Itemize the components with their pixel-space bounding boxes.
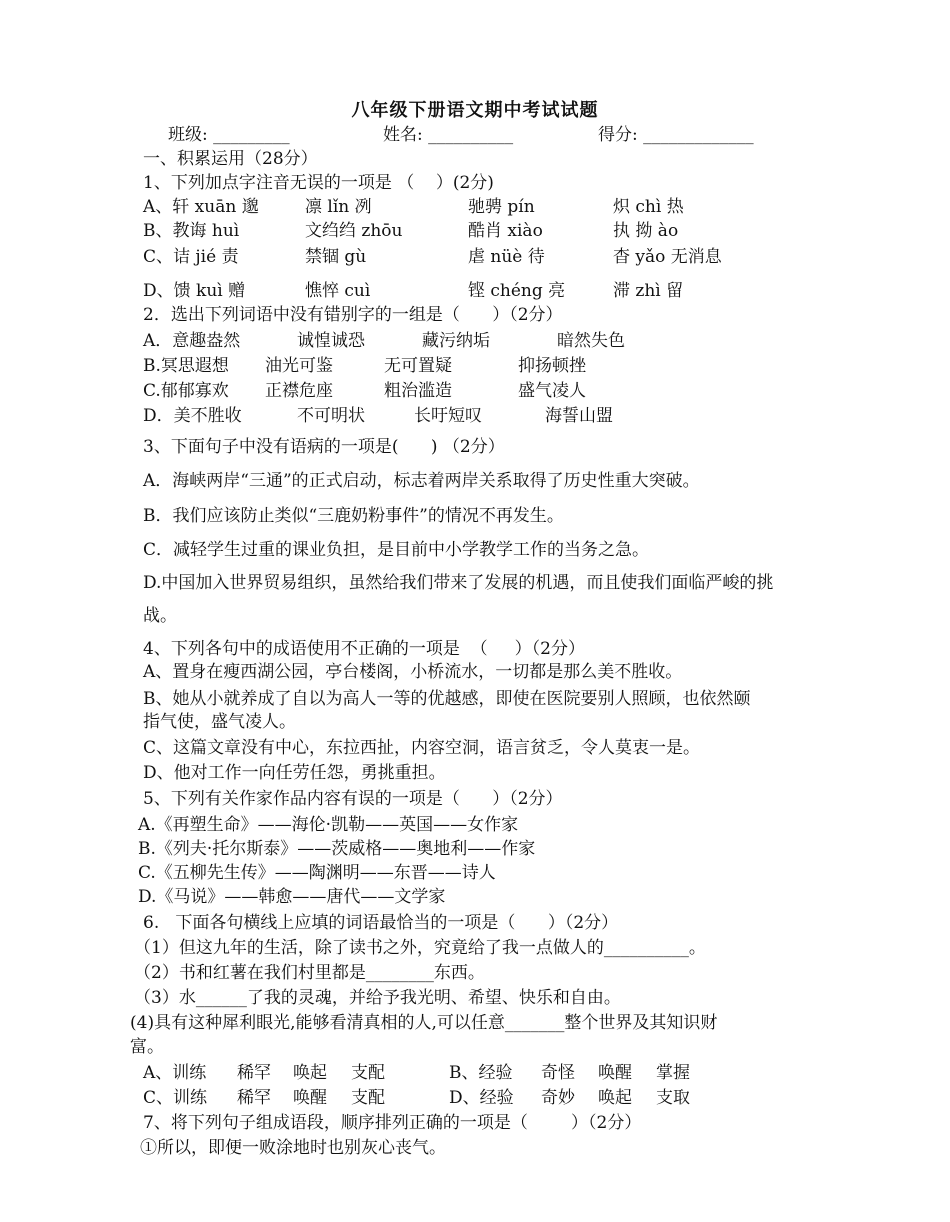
q1-option-d-4: 滞 zhì 留 bbox=[613, 281, 684, 301]
q6-sentence-2: （2）书和红薯在我们村里都是________东西。 bbox=[134, 963, 485, 983]
q6-option-d: D、经验 bbox=[449, 1088, 514, 1108]
q1-option-d-3: 铿 chéng 亮 bbox=[468, 281, 566, 301]
q1-option-d: D、馈 kuì 赠 bbox=[143, 281, 246, 301]
q7-stem: 7、将下列句子组成语段，顺序排列正确的一项是（ ）（2分） bbox=[143, 1113, 642, 1133]
q3-stem: 3、下面句子中没有语病的一项是( ) （2分） bbox=[143, 437, 505, 457]
q5-option-b: B.《列夫·托尔斯泰》——茨威格——奥地利——作家 bbox=[138, 839, 536, 859]
q1-option-d-2: 憔悴 cuì bbox=[305, 281, 371, 301]
q2-option-c-3: 粗治滥造 bbox=[384, 381, 452, 401]
q6-option-b-3: 唤醒 bbox=[598, 1063, 632, 1083]
q6-stem: 6. 下面各句横线上应填的词语最恰当的一项是（ ）（2分） bbox=[143, 913, 619, 933]
q4-option-b-cont: 指气使，盛气凌人。 bbox=[143, 712, 296, 732]
q2-option-c: C.郁郁寡欢 bbox=[143, 381, 229, 401]
q1-option-a: A、轩 xuān 邈 bbox=[143, 197, 259, 217]
q1-option-c-3: 虐 nüè 待 bbox=[468, 247, 545, 267]
q2-option-d: D．美不胜收 bbox=[143, 406, 242, 426]
page-title: 八年级下册语文期中考试试题 bbox=[351, 100, 599, 121]
section-heading: 一、积累运用（28分） bbox=[143, 149, 318, 169]
q2-option-d-2: 不可明状 bbox=[297, 406, 365, 426]
q2-stem: 2．选出下列词语中没有错别字的一组是（ ）（2分） bbox=[143, 305, 563, 325]
q5-option-c: C.《五柳先生传》——陶渊明——东晋——诗人 bbox=[138, 863, 496, 883]
q6-option-d-4: 支取 bbox=[656, 1088, 690, 1108]
q6-option-b-4: 掌握 bbox=[656, 1063, 690, 1083]
q1-option-c: C、诘 jié 责 bbox=[143, 247, 239, 267]
q6-option-c-4: 支配 bbox=[351, 1088, 385, 1108]
q3-option-a: A．海峡两岸“三通”的正式启动，标志着两岸关系取得了历史性重大突破。 bbox=[143, 471, 700, 491]
q2-option-c-4: 盛气凌人 bbox=[518, 381, 586, 401]
q5-option-a: A.《再塑生命》——海伦·凯勒——英国——女作家 bbox=[138, 815, 519, 835]
q4-option-d: D、他对工作一向任劳任怨，勇挑重担。 bbox=[143, 763, 446, 783]
q2-option-b: B.冥思遐想 bbox=[143, 356, 229, 376]
q1-option-b: B、教诲 huì bbox=[143, 221, 240, 241]
q5-option-d: D.《马说》——韩愈——唐代——文学家 bbox=[138, 887, 446, 907]
q6-option-c-2: 稀罕 bbox=[237, 1088, 271, 1108]
q3-option-d: D.中国加入世界贸易组织，虽然给我们带来了发展的机遇，而且使我们面临严峻的挑 bbox=[143, 573, 774, 593]
q6-sentence-3: （3）水______了我的灵魂，并给予我光明、希望、快乐和自由。 bbox=[134, 988, 621, 1008]
q6-sentence-4: (4)具有这种犀利眼光,能够看清真相的人,可以任意_______整个世界及其知识财 bbox=[130, 1013, 718, 1033]
q2-option-c-2: 正襟危座 bbox=[265, 381, 333, 401]
q4-stem: 4、下列各句中的成语使用不正确的一项是 （ ）（2分） bbox=[143, 639, 585, 659]
q6-sentence-4-cont: 富。 bbox=[130, 1037, 164, 1057]
q2-option-b-3: 无可置疑 bbox=[384, 356, 452, 376]
q2-option-b-2: 油光可鉴 bbox=[265, 356, 333, 376]
q2-option-d-4: 海誓山盟 bbox=[545, 406, 613, 426]
q1-option-a-3: 驰骋 pín bbox=[468, 197, 535, 217]
q1-option-a-2: 凛 lǐn 冽 bbox=[305, 197, 372, 217]
class-field: 班级: _________ bbox=[168, 125, 290, 145]
q2-option-b-4: 抑扬顿挫 bbox=[518, 356, 586, 376]
q2-option-a-4: 暗然失色 bbox=[557, 331, 625, 351]
q3-option-b: B．我们应该防止类似“三鹿奶粉事件”的情况不再发生。 bbox=[143, 506, 564, 526]
q1-option-b-4: 执 拗 ào bbox=[613, 221, 679, 241]
q2-option-a-2: 诚惶诚恐 bbox=[297, 331, 365, 351]
score-field: 得分: _____________ bbox=[598, 125, 754, 145]
q4-option-b: B、她从小就养成了自以为高人一等的优越感，即使在医院要别人照顾，也依然颐 bbox=[143, 689, 751, 709]
q6-option-c-3: 唤醒 bbox=[293, 1088, 327, 1108]
q1-stem: 1、下列加点字注音无误的一项是 （ ）(2分) bbox=[143, 173, 494, 193]
q6-option-d-2: 奇妙 bbox=[541, 1088, 575, 1108]
q4-option-c: C、这篇文章没有中心，东拉西扯，内容空洞，语言贫乏，令人莫衷一是。 bbox=[143, 738, 701, 758]
q3-option-d-cont: 战。 bbox=[143, 606, 177, 626]
q1-option-a-4: 炽 chì 热 bbox=[613, 197, 684, 217]
q6-option-b-2: 奇怪 bbox=[541, 1063, 575, 1083]
q4-option-a: A、置身在瘦西湖公园，亭台楼阁，小桥流水，一切都是那么美不胜收。 bbox=[143, 662, 683, 682]
q6-option-a-4: 支配 bbox=[351, 1063, 385, 1083]
name-field: 姓名: __________ bbox=[383, 125, 514, 145]
q6-option-c: C、训练 bbox=[143, 1088, 208, 1108]
q6-option-d-3: 唤起 bbox=[598, 1088, 632, 1108]
q6-sentence-1: （1）但这九年的生活，除了读书之外，究竟给了我一点做人的__________。 bbox=[134, 938, 706, 958]
q5-stem: 5、下列有关作家作品内容有误的一项是（ ）（2分） bbox=[143, 789, 563, 809]
q6-option-a-2: 稀罕 bbox=[237, 1063, 271, 1083]
q6-option-b: B、经验 bbox=[449, 1063, 513, 1083]
q1-option-b-3: 酷肖 xiào bbox=[468, 221, 543, 241]
q6-option-a-3: 唤起 bbox=[293, 1063, 327, 1083]
q7-sentence-1: ①所以，即便一败涂地时也别灰心丧气。 bbox=[140, 1138, 446, 1158]
q2-option-d-3: 长吁短叹 bbox=[414, 406, 482, 426]
q1-option-b-2: 文绉绉 zhōu bbox=[305, 221, 403, 241]
q1-option-c-2: 禁锢 gù bbox=[305, 247, 367, 267]
q3-option-c: C．减轻学生过重的课业负担，是目前中小学教学工作的当务之急。 bbox=[143, 540, 650, 560]
q2-option-a-3: 藏污纳垢 bbox=[422, 331, 490, 351]
q2-option-a: A．意趣盎然 bbox=[143, 331, 241, 351]
q1-option-c-4: 杳 yǎo 无消息 bbox=[613, 247, 722, 267]
q6-option-a: A、训练 bbox=[143, 1063, 207, 1083]
